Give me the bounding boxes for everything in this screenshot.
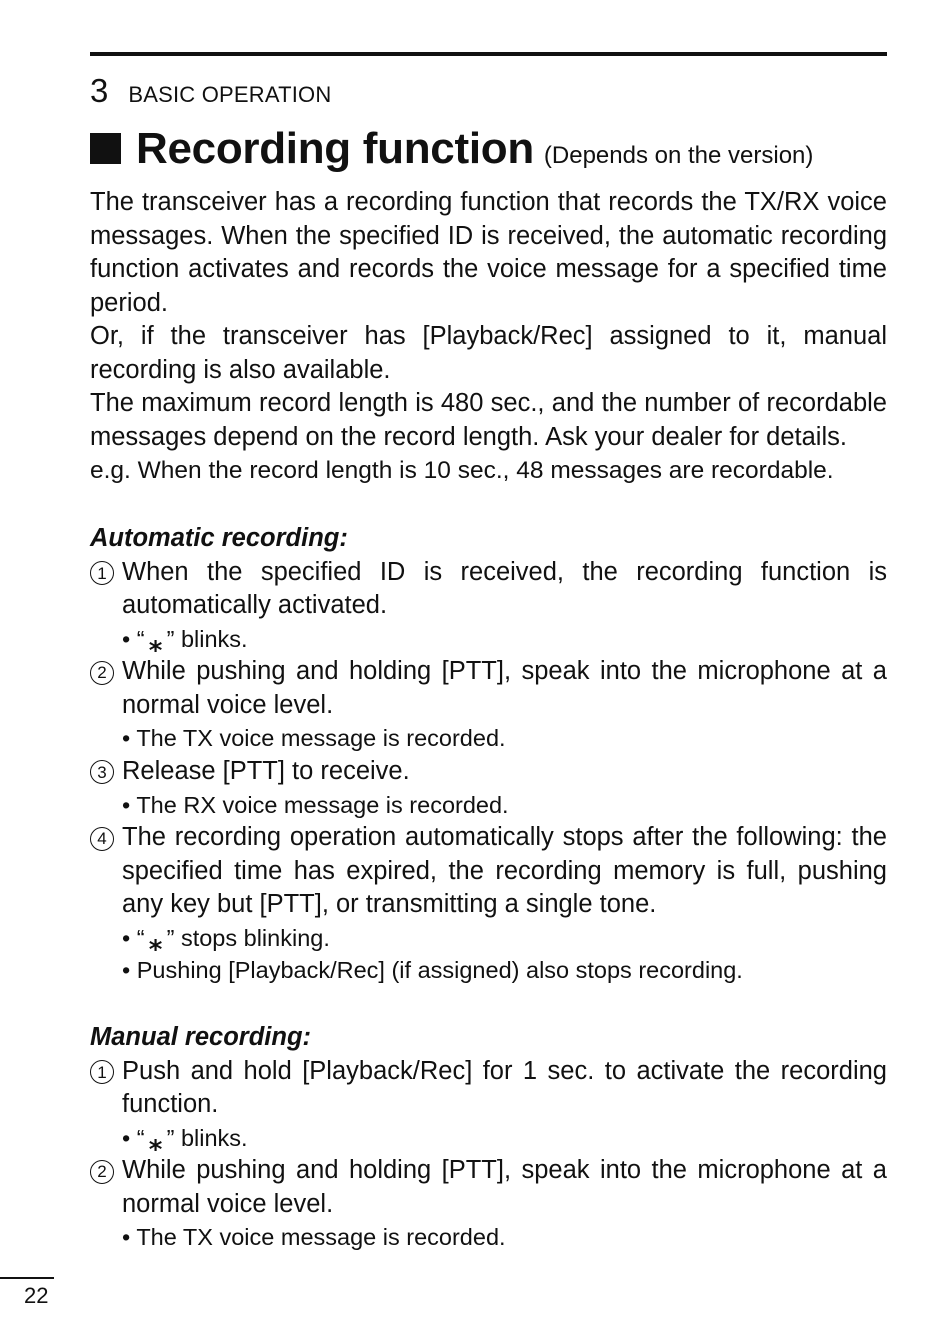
recording-indicator-icon: ⁎ [148, 926, 163, 957]
bullet-note: • The TX voice message is recorded. [122, 725, 506, 751]
chapter-number: 3 [90, 72, 109, 109]
page-body [90, 186, 887, 1254]
step-text: When the specified ID is received, the recording function is automatically activated. [122, 557, 887, 619]
automatic-recording-heading: Automatic recording: [90, 523, 348, 552]
step-text: Push and hold [Playback/Rec] for 1 sec. to activate the recording function. [122, 1056, 887, 1118]
chapter-title: BASIC OPERATION [128, 82, 332, 107]
recording-indicator-icon: ⁎ [148, 1126, 163, 1157]
step-item [90, 1055, 887, 1122]
square-bullet-icon [90, 133, 121, 164]
step-item [90, 556, 887, 623]
bullet-note: • The RX voice message is recorded. [122, 791, 509, 818]
intro-paragraph: The transceiver has a recording function that records the TX/RX voice messages. When the specified ID is received, the automatic recording function activates and records the voice message for a specified time period. [90, 188, 887, 317]
footer-rule [0, 1277, 54, 1279]
version-note: (Depends on the version) [543, 142, 814, 169]
header-rule [90, 52, 887, 56]
step-item [90, 755, 887, 789]
step-number: 3 [90, 760, 114, 784]
step-number: 4 [90, 827, 114, 851]
manual-recording-heading: Manual recording: [90, 1022, 312, 1051]
step-text: While pushing and holding [PTT], speak into the microphone at a normal voice level. [122, 1156, 887, 1218]
bullet-note: • “ ⁎ ” blinks. [122, 1124, 248, 1157]
step-text: Release [PTT] to receive. [122, 756, 410, 785]
intro-paragraph: Or, if the transceiver has [Playback/Rec] assigned to it, manual recording is also available. [90, 322, 887, 384]
step-item [90, 1154, 887, 1221]
step-item [90, 655, 887, 722]
bullet-note: • “ ⁎ ” stops blinking. [122, 924, 330, 957]
example-note: e.g. When the record length is 10 sec., 48 messages are recordable. [90, 457, 834, 484]
intro-paragraph: The maximum record length is 480 sec., and the number of recordable messages depend on the record length. Ask your dealer for details. [90, 389, 887, 451]
section-heading [90, 124, 890, 174]
step-number: 2 [90, 661, 114, 685]
page-number: 22 [24, 1283, 49, 1308]
step-item [90, 821, 887, 922]
step-number: 1 [90, 1060, 114, 1084]
page-title: Recording function [136, 124, 534, 173]
bullet-note: • “ ⁎ ” blinks. [122, 625, 248, 658]
chapter-header [90, 72, 331, 110]
bullet-note: • The TX voice message is recorded. [122, 1224, 506, 1250]
step-number: 2 [90, 1160, 114, 1184]
step-text: While pushing and holding [PTT], speak into the microphone at a normal voice level. [122, 657, 887, 719]
step-number: 1 [90, 561, 114, 585]
step-text: The recording operation automatically stops after the following: the specified time has expired, the recording memory is full, pushing any key but [PTT], or transmitting a single tone. [122, 823, 887, 918]
bullet-note: • Pushing [Playback/Rec] (if assigned) also stops recording. [122, 957, 743, 983]
recording-indicator-icon: ⁎ [148, 627, 163, 658]
